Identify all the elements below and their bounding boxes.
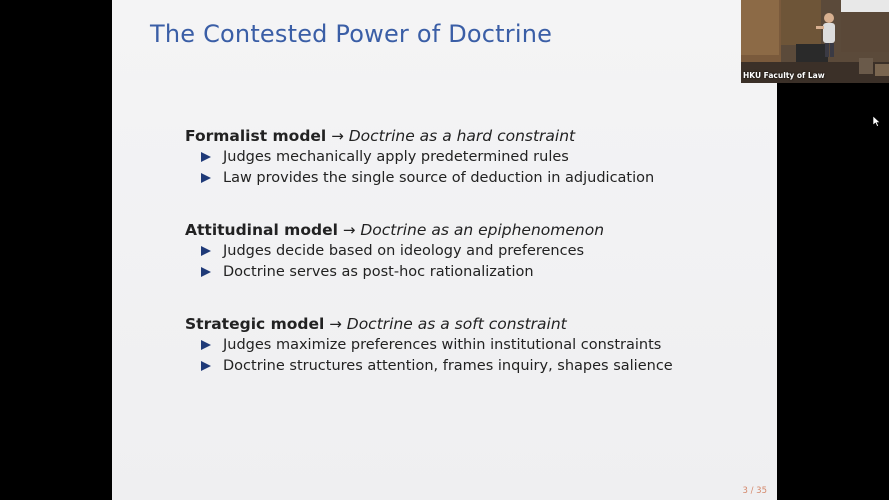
bullet-item xyxy=(201,336,705,355)
bullet-text: Doctrine structures attention, frames inquiry, shapes salience xyxy=(223,358,673,374)
arrow-icon: → xyxy=(342,221,356,239)
bullet-item xyxy=(201,263,705,282)
page-number: 3 / 35 xyxy=(742,486,767,496)
triangle-bullet-icon xyxy=(201,173,211,183)
video-label: HKU Faculty of Law xyxy=(743,71,825,80)
model-description: Doctrine as a soft constraint xyxy=(346,315,567,333)
bullet-item xyxy=(201,357,705,376)
bullet-item xyxy=(201,169,705,188)
triangle-bullet-icon xyxy=(201,340,211,350)
bullet-text: Judges maximize preferences within institutional constraints xyxy=(223,337,662,353)
bullet-text: Judges decide based on ideology and preferences xyxy=(223,243,585,259)
model-block-strategic xyxy=(185,314,705,376)
arrow-icon: → xyxy=(329,315,342,333)
bullet-item xyxy=(201,242,705,261)
model-heading xyxy=(185,314,705,334)
model-heading xyxy=(185,126,705,146)
bullet-text: Law provides the single source of deduction in adjudication xyxy=(223,170,655,186)
model-name: Formalist model xyxy=(185,127,327,145)
bullet-item xyxy=(201,148,705,167)
model-name: Attitudinal model xyxy=(185,221,338,239)
presentation-slide xyxy=(112,0,777,500)
bullet-text: Doctrine serves as post-hoc rationalization xyxy=(223,264,534,280)
triangle-bullet-icon xyxy=(201,361,211,371)
model-block-attitudinal xyxy=(185,220,705,282)
bullet-text: Judges mechanically apply predetermined rules xyxy=(223,149,569,165)
model-description: Doctrine as a hard constraint xyxy=(348,127,576,145)
arrow-icon: → xyxy=(331,127,344,145)
model-block-formalist xyxy=(185,126,705,188)
slide-title: The Contested Power of Doctrine xyxy=(150,20,553,48)
triangle-bullet-icon xyxy=(201,152,211,162)
mouse-cursor-icon xyxy=(873,116,880,130)
triangle-bullet-icon xyxy=(201,246,211,256)
triangle-bullet-icon xyxy=(201,267,211,277)
model-name: Strategic model xyxy=(185,315,325,333)
model-description: Doctrine as an epiphenomenon xyxy=(360,221,605,239)
model-heading xyxy=(185,220,705,240)
speaker-video-thumbnail[interactable] xyxy=(741,0,889,83)
